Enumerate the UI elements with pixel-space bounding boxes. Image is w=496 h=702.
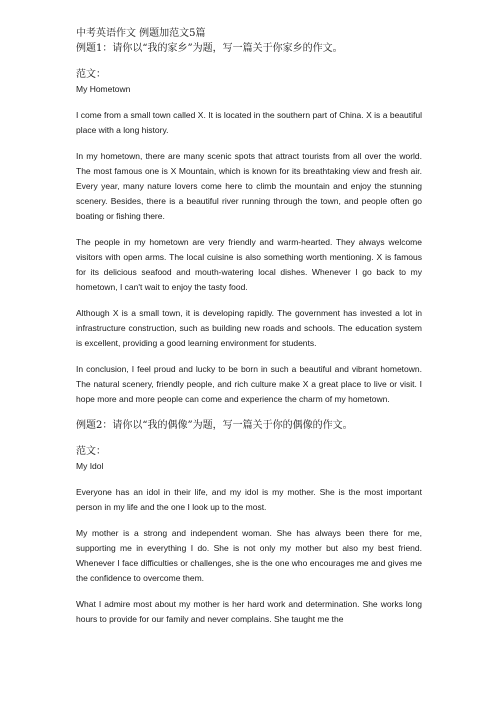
essay-1-paragraph-3: The people in my hometown are very friendly and warm-hearted. They always welcome visitors with open arms. The local cuisine is also something worth mentioning. X is famous for its delicious seafood and mouth-watering local dishes. Whenever I go back to my hometown, I can't wait to enjoy the tasty food. xyxy=(76,237,422,292)
essay-2-label: 范文： xyxy=(76,446,106,457)
document-title: 中考英语作文 例题加范文5篇 xyxy=(76,28,206,39)
essay-1-title: My Hometown xyxy=(76,84,131,94)
question-2-prompt: 例题2：请你以“我的偶像”为题，写一篇关于你的偶像的作文。 xyxy=(76,420,353,431)
essay-2-title: My Idol xyxy=(76,461,104,471)
essay-1-paragraph-1: I come from a small town called X. It is located in the southern part of China. X is a beautiful place with a long history. xyxy=(76,110,422,135)
question-1-prompt: 例题1：请你以“我的家乡”为题，写一篇关于你家乡的作文。 xyxy=(76,43,343,54)
essay-2-paragraph-3: What I admire most about my mother is her hard work and determination. She works long hours to provide for our family and never complains. She taught me the xyxy=(76,599,422,624)
essay-2-paragraph-2: My mother is a strong and independent woman. She has always been there for me, supporting me in everything I do. She is not only my mother but also my best friend. Whenever I face difficulties or challenges, she is the one who encourages me and gives me the confidence to overcome them. xyxy=(76,528,422,583)
essay-1-paragraph-4: Although X is a small town, it is developing rapidly. The government has invested a lot in infrastructure construction, such as building new roads and schools. The education system is excellent, providing a good learning environment for students. xyxy=(76,308,422,348)
essay-1-label: 范文： xyxy=(76,69,106,80)
essay-1-paragraph-2: In my hometown, there are many scenic spots that attract tourists from all over the world. The most famous one is X Mountain, which is known for its breathtaking view and fresh air. Every year, many nature lovers come here to climb the mountain and enjoy the stunning scenery. Besides, there is a beautiful river running through the town, and people often go boating or fishing there. xyxy=(76,151,422,221)
essay-2-paragraph-1: Everyone has an idol in their life, and my idol is my mother. She is the most important person in my life and the one I look up to the most. xyxy=(76,487,422,512)
essay-1-paragraph-5: In conclusion, I feel proud and lucky to be born in such a beautiful and vibrant hometown. The natural scenery, friendly people, and rich culture make X a great place to live or visit. I hope more and more people can come and experience the charm of my hometown. xyxy=(76,364,422,404)
